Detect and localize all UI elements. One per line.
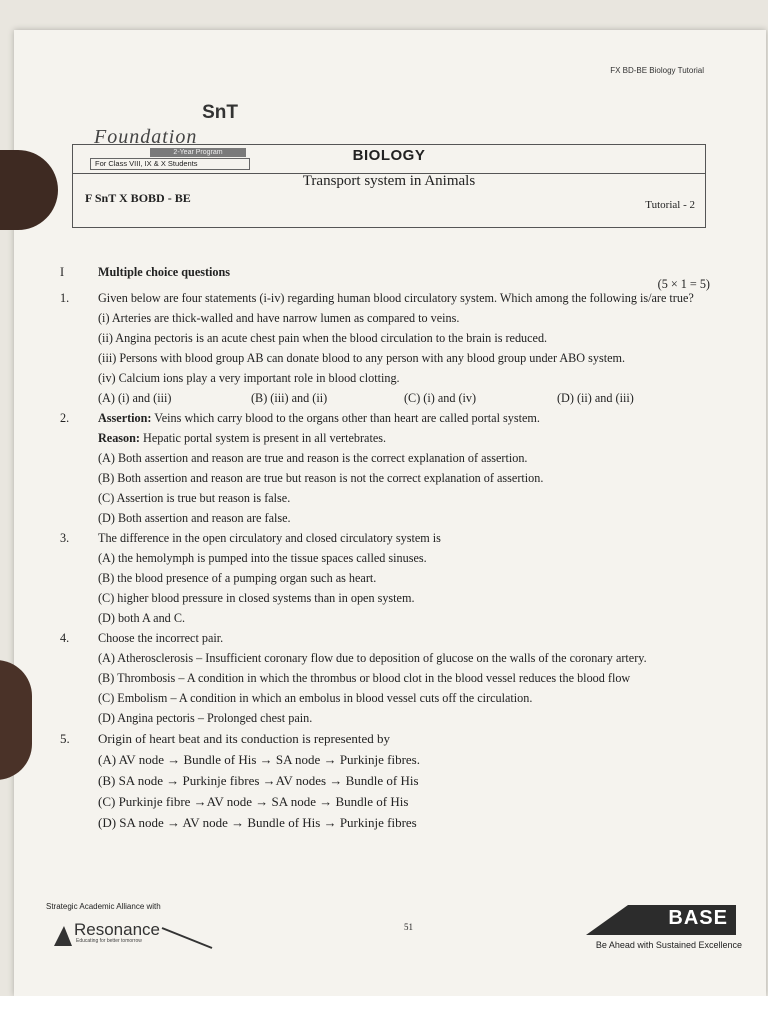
topic-title: Transport system in Animals <box>302 173 476 189</box>
option-d: (D) Both assertion and reason are false. <box>98 511 291 525</box>
logo-subtitle: For Class VIII, IX & X Students <box>90 158 250 170</box>
question-number: 5. <box>60 731 70 746</box>
option-d: (D) SA node → AV node → Bundle of His → Purkinje fibres <box>98 815 417 830</box>
title-box <box>72 144 706 228</box>
question-number: 1. <box>60 291 70 305</box>
question-text: Origin of heart beat and its conduction is represented by <box>98 731 391 746</box>
assertion-label: Assertion: <box>98 411 152 425</box>
question-4 <box>60 628 710 648</box>
logo-program-bar: 2-Year Program <box>150 148 246 157</box>
reason <box>60 428 710 448</box>
question-text: Choose the incorrect pair. <box>98 631 224 645</box>
options-row <box>60 388 710 408</box>
option-a: (A) the hemolymph is pumped into the tissue spaces called sinuses. <box>98 551 427 565</box>
option-c: (C) (i) and (iv) <box>404 391 477 405</box>
option-a: (A) (i) and (iii) <box>98 391 172 405</box>
statement: (iii) Persons with blood group AB can donate blood to any person with any blood group under ABO system. <box>98 351 626 365</box>
resonance-tagline: Educating for better tomorrow <box>76 938 142 944</box>
question-3 <box>60 528 710 548</box>
question-number: 4. <box>60 631 70 645</box>
assertion <box>98 408 710 428</box>
statement: (i) Arteries are thick-walled and have narrow lumen as compared to veins. <box>98 311 460 325</box>
section-title: Multiple choice questions <box>98 265 231 279</box>
reason-text: Hepatic portal system is present in all vertebrates. <box>139 431 387 445</box>
questions <box>60 262 710 833</box>
option-b: (B) Both assertion and reason are true but reason is not the correct explanation of assertion. <box>98 471 544 485</box>
option-b: (B) the blood presence of a pumping organ such as heart. <box>98 571 377 585</box>
option-c: (C) Purkinje fibre →AV node → SA node → Bundle of His <box>98 794 409 809</box>
alliance-text: Strategic Academic Alliance with <box>46 902 161 911</box>
resonance-logo <box>52 918 222 950</box>
option-b: (B) (iii) and (ii) <box>251 391 328 405</box>
question-5 <box>60 728 710 749</box>
question-2 <box>60 408 710 428</box>
question-number: 2. <box>60 411 70 425</box>
question-number: 3. <box>60 531 70 545</box>
option-a: (A) Both assertion and reason are true and reason is the correct explanation of assertion. <box>98 451 528 465</box>
option-b: (B) Thrombosis – A condition in which the thrombus or blood clot in the blood vessel reduces the blood flow <box>98 671 631 685</box>
batch-code: F SnT X BOBD - BE <box>85 191 191 205</box>
question-text: Given below are four statements (i-iv) regarding human blood circulatory system. Which among the following is/are true? <box>98 291 694 305</box>
base-tagline: Be Ahead with Sustained Excellence <box>595 940 742 950</box>
document-code: FX BD-BE Biology Tutorial <box>610 66 704 75</box>
section-marks: (5 × 1 = 5) <box>657 277 710 291</box>
statement: (ii) Angina pectoris is an acute chest pain when the blood circulation to the brain is reduced. <box>98 331 548 345</box>
option-a: (A) AV node → Bundle of His → SA node → Purkinje fibres. <box>98 752 420 767</box>
page-number: 51 <box>404 922 413 932</box>
option-c: (C) higher blood pressure in closed systems than in open system. <box>98 591 415 605</box>
question-1 <box>60 288 710 308</box>
option-b: (B) SA node → Purkinje fibres →AV nodes → Bundle of His <box>98 773 419 788</box>
tutorial-number: Tutorial - 2 <box>645 199 695 211</box>
option-c: (C) Embolism – A condition in which an embolus in blood vessel cuts off the circulation. <box>98 691 533 705</box>
option-d: (D) (ii) and (iii) <box>557 391 634 405</box>
statement: (iv) Calcium ions play a very important role in blood clotting. <box>98 371 400 385</box>
section-heading <box>60 262 710 282</box>
option-a: (A) Atherosclerosis – Insufficient coronary flow due to deposition of glucose on the walls of the coronary artery. <box>98 651 647 665</box>
logo-foundation-text: Foundation <box>94 126 198 148</box>
option-c: (C) Assertion is true but reason is false. <box>98 491 291 505</box>
resonance-name: Resonance <box>74 920 161 939</box>
reason-label: Reason: <box>98 431 140 445</box>
base-logo-text: BASE <box>668 907 728 929</box>
option-d: (D) both A and C. <box>98 611 186 625</box>
section-number: I <box>60 265 65 279</box>
background-strip <box>0 996 768 1024</box>
logo-snt-text: SnT <box>202 102 238 123</box>
subject-title: BIOLOGY <box>352 147 426 164</box>
assertion-text: Veins which carry blood to the organs other than heart are called portal system. <box>151 411 540 425</box>
question-text: The difference in the open circulatory and closed circulatory system is <box>98 531 441 545</box>
option-d: (D) Angina pectoris – Prolonged chest pain. <box>98 711 313 725</box>
